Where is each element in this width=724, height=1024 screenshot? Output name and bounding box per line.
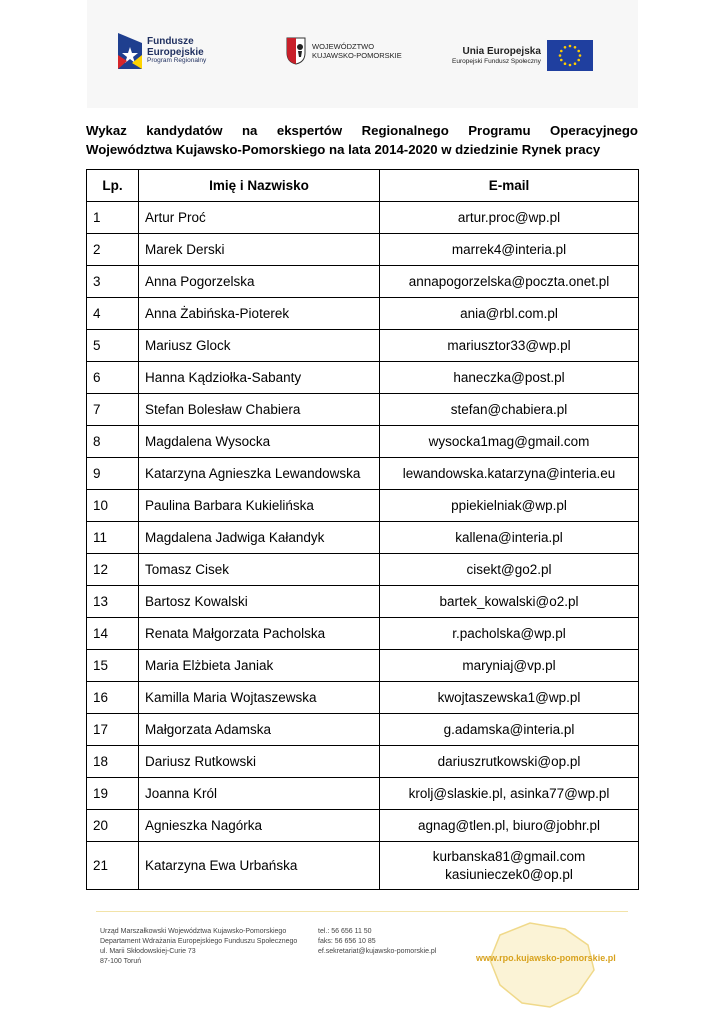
row-email-line2: kasiunieczek0@op.pl: [445, 866, 573, 882]
row-name: Paulina Barbara Kukielińska: [139, 490, 380, 522]
fe-star-icon: [118, 33, 142, 69]
row-name: Kamilla Maria Wojtaszewska: [139, 682, 380, 714]
footer-divider: [96, 911, 628, 912]
footer-address-line: ul. Marii Skłodowskiej-Curie 73: [100, 948, 196, 955]
candidates-table: [86, 169, 639, 890]
table-row: [87, 234, 639, 266]
row-lp: 21: [87, 842, 139, 890]
row-name: Joanna Król: [139, 778, 380, 810]
unia-europejska-logo: [452, 40, 593, 71]
row-email: artur.proc@wp.pl: [380, 202, 639, 234]
table-row: [87, 682, 639, 714]
table-row: [87, 810, 639, 842]
row-lp: 4: [87, 298, 139, 330]
table-row: [87, 746, 639, 778]
footer-address-line: Urząd Marszałkowski Województwa Kujawsko-Pomorskiego: [100, 928, 287, 935]
table-row: [87, 842, 639, 890]
row-email: marrek4@interia.pl: [380, 234, 639, 266]
header-lp: Lp.: [87, 170, 139, 202]
ue-logo-line2: Europejski Fundusz Społeczny: [452, 57, 541, 65]
table-row: [87, 714, 639, 746]
table-row: [87, 394, 639, 426]
table-row: [87, 330, 639, 362]
table-row: [87, 458, 639, 490]
row-name: Agnieszka Nagórka: [139, 810, 380, 842]
table-row: [87, 362, 639, 394]
row-email: ania@rbl.com.pl: [380, 298, 639, 330]
table-row: [87, 586, 639, 618]
table-row: [87, 618, 639, 650]
footer-address-line: 87-100 Toruń: [100, 958, 142, 965]
document-title: [86, 121, 638, 159]
table-row: [87, 554, 639, 586]
footer-address: [100, 927, 297, 967]
row-name: Anna Pogorzelska: [139, 266, 380, 298]
row-name: Magdalena Jadwiga Kałandyk: [139, 522, 380, 554]
fe-logo-line2: Europejskie: [147, 46, 204, 58]
fe-logo-line3: Program Regionalny: [147, 57, 207, 65]
region-map-icon: [470, 915, 610, 1015]
row-lp: 8: [87, 426, 139, 458]
row-lp: 14: [87, 618, 139, 650]
footer-address-line: Departament Wdrażania Europejskiego Funduszu Społecznego: [100, 938, 298, 945]
row-lp: 10: [87, 490, 139, 522]
row-name: Małgorzata Adamska: [139, 714, 380, 746]
table-row: [87, 650, 639, 682]
row-email: maryniaj@vp.pl: [380, 650, 639, 682]
kp-logo-line2: KUJAWSKO-POMORSKIE: [312, 51, 402, 60]
row-lp: 15: [87, 650, 139, 682]
row-lp: 1: [87, 202, 139, 234]
fundusze-europejskie-logo: [118, 33, 206, 69]
table-row: [87, 522, 639, 554]
row-email: g.adamska@interia.pl: [380, 714, 639, 746]
footer-email: ef.sekretariat@kujawsko-pomorskie.pl: [318, 948, 437, 955]
footer-phone: tel.: 56 656 11 50: [318, 928, 372, 935]
row-email: wysocka1mag@gmail.com: [380, 426, 639, 458]
row-lp: 2: [87, 234, 139, 266]
footer-contact: [318, 927, 436, 957]
row-email: krolj@slaskie.pl, asinka77@wp.pl: [380, 778, 639, 810]
row-name: Artur Proć: [139, 202, 380, 234]
kujawsko-pomorskie-logo: [286, 37, 402, 65]
table-header-row: [87, 170, 639, 202]
row-email: kwojtaszewska1@wp.pl: [380, 682, 639, 714]
row-lp: 18: [87, 746, 139, 778]
header-email: E-mail: [380, 170, 639, 202]
row-email: [380, 842, 639, 890]
title-line2: Województwa Kujawsko-Pomorskiego na lata 2014-2020 w dziedzinie Rynek pracy: [86, 142, 601, 157]
row-name: Stefan Bolesław Chabiera: [139, 394, 380, 426]
row-email: agnag@tlen.pl, biuro@jobhr.pl: [380, 810, 639, 842]
row-email-line1: kurbanska81@gmail.com: [432, 848, 586, 864]
kp-coat-of-arms-icon: [286, 37, 306, 65]
header-name: Imię i Nazwisko: [139, 170, 380, 202]
row-lp: 16: [87, 682, 139, 714]
row-lp: 7: [87, 394, 139, 426]
row-email: lewandowska.katarzyna@interia.eu: [380, 458, 639, 490]
row-name: Dariusz Rutkowski: [139, 746, 380, 778]
row-lp: 12: [87, 554, 139, 586]
footer-fax: faks: 56 656 10 85: [318, 938, 376, 945]
row-name: Katarzyna Agnieszka Lewandowska: [139, 458, 380, 490]
footer-website-link[interactable]: www.rpo.kujawsko-pomorskie.pl: [476, 953, 616, 963]
row-email: dariuszrutkowski@op.pl: [380, 746, 639, 778]
row-email: stefan@chabiera.pl: [380, 394, 639, 426]
fe-logo-line1: Fundusze: [147, 36, 194, 48]
row-lp: 6: [87, 362, 139, 394]
row-lp: 19: [87, 778, 139, 810]
row-email: cisekt@go2.pl: [380, 554, 639, 586]
title-line1: Wykaz kandydatów na ekspertów Regionalnego Programu Operacyjnego: [86, 123, 638, 138]
row-name: Maria Elżbieta Janiak: [139, 650, 380, 682]
row-lp: 17: [87, 714, 139, 746]
row-lp: 3: [87, 266, 139, 298]
kp-logo-line1: WOJEWÓDZTWO: [312, 41, 375, 51]
row-email: ppiekielniak@wp.pl: [380, 490, 639, 522]
table-row: [87, 778, 639, 810]
row-lp: 9: [87, 458, 139, 490]
row-name: Magdalena Wysocka: [139, 426, 380, 458]
row-name: Mariusz Glock: [139, 330, 380, 362]
row-lp: 13: [87, 586, 139, 618]
ue-logo-line1: Unia Europejska: [462, 45, 541, 57]
row-lp: 20: [87, 810, 139, 842]
row-email: bartek_kowalski@o2.pl: [380, 586, 639, 618]
row-name: Katarzyna Ewa Urbańska: [139, 842, 380, 890]
table-row: [87, 490, 639, 522]
row-name: Marek Derski: [139, 234, 380, 266]
row-email: kallena@interia.pl: [380, 522, 639, 554]
row-lp: 11: [87, 522, 139, 554]
row-name: Tomasz Cisek: [139, 554, 380, 586]
row-email: r.pacholska@wp.pl: [380, 618, 639, 650]
table-row: [87, 426, 639, 458]
table-row: [87, 202, 639, 234]
row-email: mariusztor33@wp.pl: [380, 330, 639, 362]
row-name: Anna Żabińska-Pioterek: [139, 298, 380, 330]
eu-flag-icon: [547, 40, 593, 71]
row-email: annapogorzelska@poczta.onet.pl: [380, 266, 639, 298]
row-name: Renata Małgorzata Pacholska: [139, 618, 380, 650]
row-name: Hanna Kądziołka-Sabanty: [139, 362, 380, 394]
row-lp: 5: [87, 330, 139, 362]
row-email: haneczka@post.pl: [380, 362, 639, 394]
table-row: [87, 266, 639, 298]
table-row: [87, 298, 639, 330]
row-name: Bartosz Kowalski: [139, 586, 380, 618]
